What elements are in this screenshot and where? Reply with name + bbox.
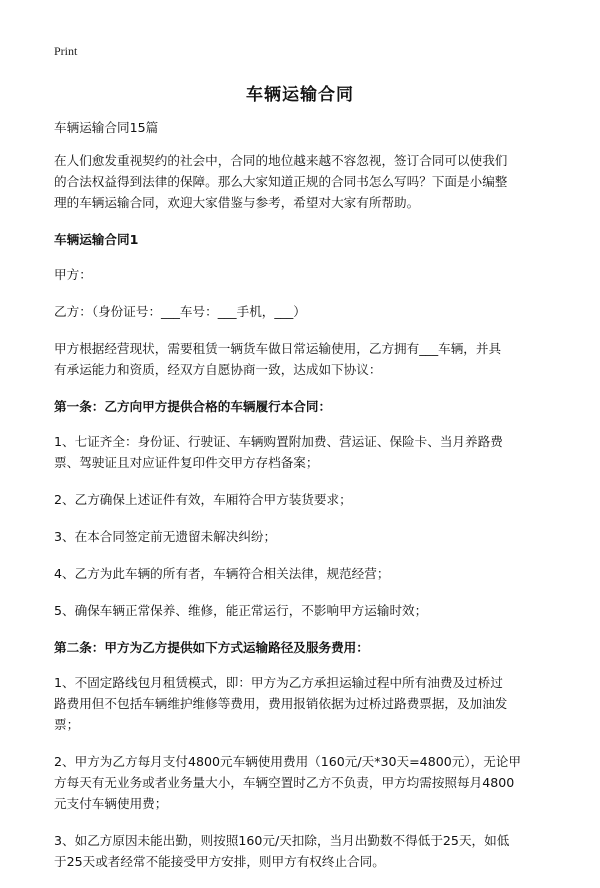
preamble-paragraph [54, 338, 546, 380]
article-2-item [54, 830, 546, 872]
contract-heading: 车辆运输合同1 [54, 232, 139, 247]
intro-line: 在人们愈发重视契约的社会中，合同的地位越来越不容忽视，签订合同可以使我们 [54, 153, 508, 168]
page-title: 车辆运输合同 [246, 85, 354, 105]
article-2-item-line: 于25天或者经常不能接受甲方安排，则甲方有权终止合同。 [54, 854, 385, 869]
article-2-heading: 第二条：甲方为乙方提供如下方式运输路径及服务费用： [54, 640, 369, 655]
print-label: Print [54, 44, 78, 58]
article-2-item [54, 672, 546, 735]
article-2-item-line: 2、甲方为乙方每月支付4800元车辆使用费用（160元/天*30天=4800元），无论甲 [54, 754, 521, 769]
intro-paragraph [54, 150, 546, 213]
document-body [54, 117, 546, 888]
article-1-item: 2、乙方确保上述证件有效，车厢符合甲方装货要求； [54, 492, 352, 507]
article-2-item-line: 路费用但不包括车辆维护维修等费用，费用报销依据为过桥过路费票据，及加油发 [54, 696, 508, 711]
article-2-item [54, 751, 546, 814]
article-1-item: 3、在本合同签定前无遗留未解决纠纷； [54, 529, 277, 544]
party-a-line: 甲方： [54, 267, 92, 282]
party-b-line: 乙方：（身份证号：___车号：___手机，___） [54, 304, 306, 319]
article-1-heading: 第一条：乙方向甲方提供合格的车辆履行本合同： [54, 399, 332, 414]
article-1-item-line: 1、七证齐全：身份证、行驶证、车辆购置附加费、营运证、保险卡、当月养路费 [54, 434, 503, 449]
article-2-item-line: 3、如乙方原因未能出勤，则按照160元/天扣除，当月出勤数不得低于25天，如低 [54, 833, 510, 848]
preamble-line: 有承运能力和资质，经双方自愿协商一致，达成如下协议： [54, 362, 382, 377]
article-1-item: 5、确保车辆正常保养、维修，能正常运行，不影响甲方运输时效； [54, 603, 428, 618]
article-2-item-line: 1、不固定路线包月租赁模式，即：甲方为乙方承担运输过程中所有油费及过桥过 [54, 675, 503, 690]
article-2-item-line: 方每天有无业务或者业务量大小，车辆空置时乙方不负责，甲方均需按照每月4800 [54, 775, 515, 790]
article-2-item-line: 票； [54, 717, 80, 732]
intro-line: 理的车辆运输合同，欢迎大家借鉴与参考，希望对大家有所帮助。 [54, 195, 420, 210]
article-1-item [54, 431, 546, 473]
article-2-item-line: 元支付车辆使用费； [54, 796, 168, 811]
article-1-item-line: 票、驾驶证且对应证件复印件交甲方存档备案； [54, 455, 319, 470]
article-1-item: 4、乙方为此车辆的所有者，车辆符合相关法律，规范经营； [54, 566, 390, 581]
preamble-line: 甲方根据经营现状，需要租赁一辆货车做日常运输使用，乙方拥有___车辆，并具 [54, 341, 502, 356]
document-subtitle: 车辆运输合同15篇 [54, 120, 159, 135]
intro-line: 的合法权益得到法律的保障。那么大家知道正规的合同书怎么写吗？下面是小编整 [54, 174, 508, 189]
